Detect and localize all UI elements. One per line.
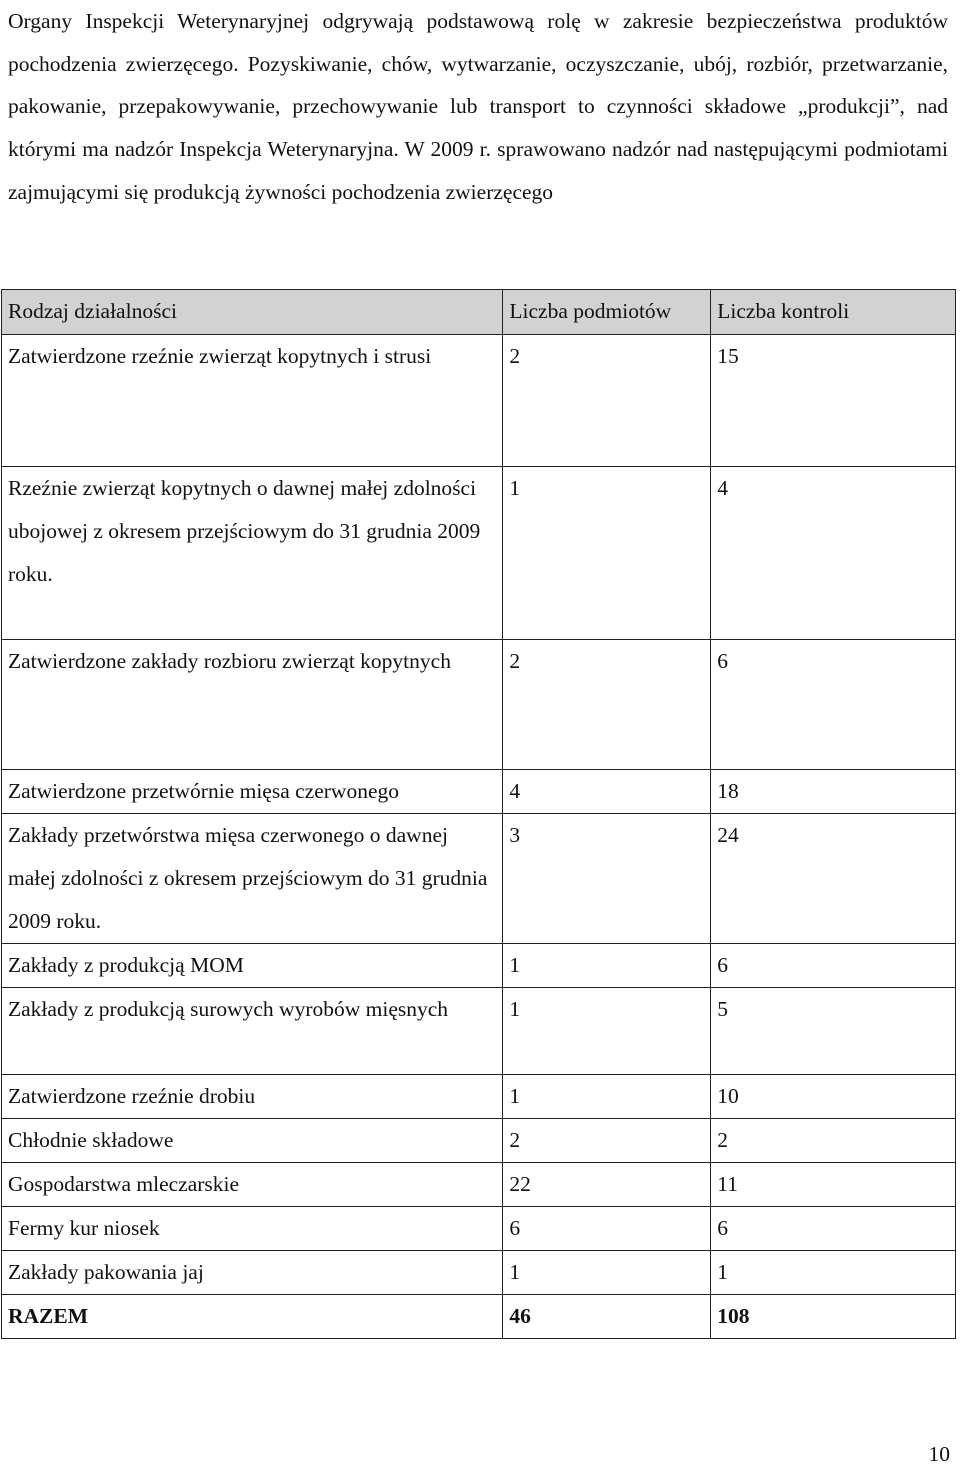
entity-count-cell: 1 xyxy=(503,988,711,1075)
table-row xyxy=(2,640,956,770)
inspection-count-cell: 6 xyxy=(711,944,956,988)
total-label-cell: RAZEM xyxy=(2,1295,503,1339)
entity-count-cell: 1 xyxy=(503,1075,711,1119)
activity-cell: Fermy kur niosek xyxy=(2,1207,503,1251)
inspection-count-cell: 10 xyxy=(711,1075,956,1119)
inspection-count-cell: 1 xyxy=(711,1251,956,1295)
inspection-table xyxy=(1,289,956,1339)
inspection-count-cell: 11 xyxy=(711,1163,956,1207)
table-row xyxy=(2,1119,956,1163)
table-row xyxy=(2,988,956,1075)
activity-cell: Rzeźnie zwierząt kopytnych o dawnej małej zdolności ubojowej z okresem przejściowym do 31 grudnia 2009 roku. xyxy=(2,467,503,640)
total-entity-count-cell: 46 xyxy=(503,1295,711,1339)
entity-count-cell: 2 xyxy=(503,640,711,770)
entity-count-cell: 1 xyxy=(503,1251,711,1295)
inspection-count-cell: 15 xyxy=(711,335,956,467)
activity-cell: Gospodarstwa mleczarskie xyxy=(2,1163,503,1207)
inspection-count-cell: 18 xyxy=(711,770,956,814)
table-row xyxy=(2,1251,956,1295)
inspection-count-cell: 6 xyxy=(711,640,956,770)
inspection-count-cell: 6 xyxy=(711,1207,956,1251)
entity-count-cell: 6 xyxy=(503,1207,711,1251)
entity-count-cell: 2 xyxy=(503,1119,711,1163)
table-row xyxy=(2,814,956,944)
table-row xyxy=(2,1207,956,1251)
inspection-count-cell: 5 xyxy=(711,988,956,1075)
entity-count-cell: 1 xyxy=(503,467,711,640)
activity-cell: Zakłady pakowania jaj xyxy=(2,1251,503,1295)
entity-count-cell: 3 xyxy=(503,814,711,944)
table-row xyxy=(2,944,956,988)
page-number: 10 xyxy=(928,1442,950,1466)
intro-paragraph: Organy Inspekcji Weterynaryjnej odgrywają podstawową rolę w zakresie bezpieczeństwa produktów pochodzenia zwierzęcego. Pozyskiwanie, chów, wytwarzanie, oczyszczanie, ubój, rozbiór, przetwarzanie, pakowanie, przepakowywanie, przechowywanie lub transport to czynności składowe „produkcji”, nad którymi ma nadzór Inspekcja Weterynaryjna. W 2009 r. sprawowano nadzór nad następującymi podmiotami zajmującymi się produkcją żywności pochodzenia zwierzęcego xyxy=(8,9,948,204)
inspection-count-cell: 24 xyxy=(711,814,956,944)
activity-cell: Zatwierdzone rzeźnie zwierząt kopytnych i strusi xyxy=(2,335,503,467)
activity-cell: Chłodnie składowe xyxy=(2,1119,503,1163)
entity-count-cell: 1 xyxy=(503,944,711,988)
table-total-row xyxy=(2,1295,956,1339)
table-header-row xyxy=(2,290,956,335)
entity-count-cell: 22 xyxy=(503,1163,711,1207)
activity-cell: Zatwierdzone rzeźnie drobiu xyxy=(2,1075,503,1119)
inspection-count-cell: 2 xyxy=(711,1119,956,1163)
table-row xyxy=(2,770,956,814)
inspection-count-cell: 4 xyxy=(711,467,956,640)
entity-count-cell: 4 xyxy=(503,770,711,814)
activity-cell: Zakłady z produkcją MOM xyxy=(2,944,503,988)
table-row xyxy=(2,335,956,467)
table-row xyxy=(2,1075,956,1119)
table-row xyxy=(2,467,956,640)
table-row xyxy=(2,1163,956,1207)
activity-cell: Zatwierdzone zakłady rozbioru zwierząt kopytnych xyxy=(2,640,503,770)
entity-count-cell: 2 xyxy=(503,335,711,467)
activity-cell: Zakłady przetwórstwa mięsa czerwonego o dawnej małej zdolności z okresem przejściowym do 31 grudnia 2009 roku. xyxy=(2,814,503,944)
header-inspection-count: Liczba kontroli xyxy=(711,290,956,335)
total-inspection-count-cell: 108 xyxy=(711,1295,956,1339)
activity-cell: Zakłady z produkcją surowych wyrobów mięsnych xyxy=(2,988,503,1075)
activity-cell: Zatwierdzone przetwórnie mięsa czerwonego xyxy=(2,770,503,814)
header-activity-type: Rodzaj działalności xyxy=(2,290,503,335)
header-entity-count: Liczba podmiotów xyxy=(503,290,711,335)
